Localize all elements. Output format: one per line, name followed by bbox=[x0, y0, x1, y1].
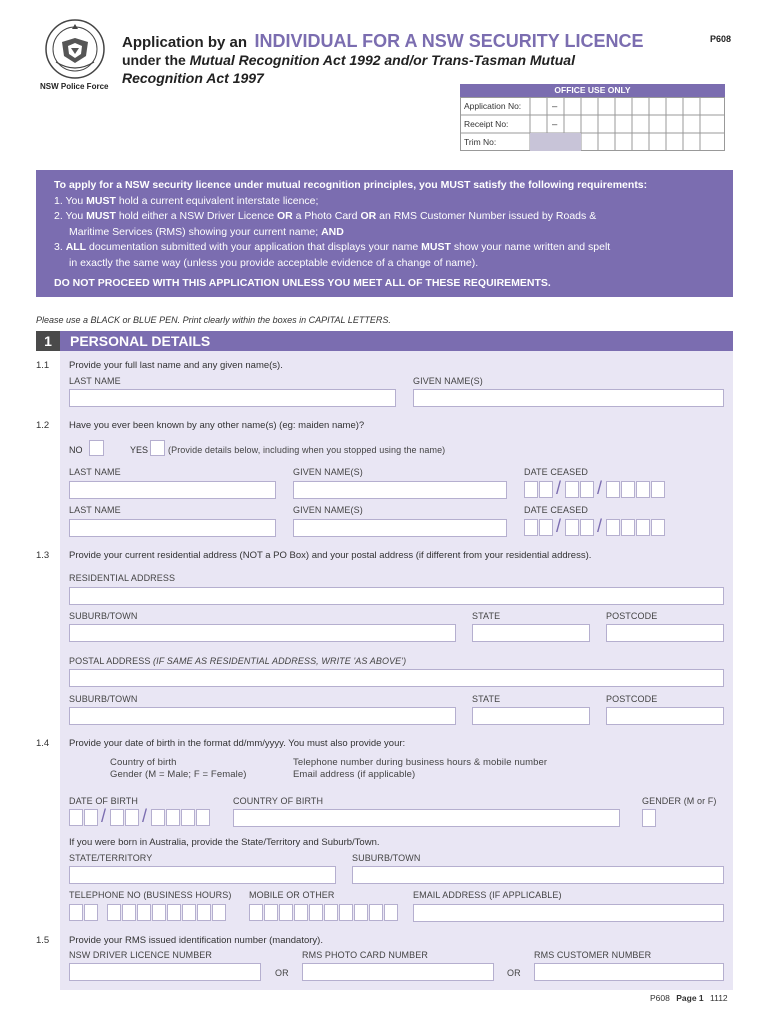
req2-e: a Photo Card bbox=[295, 210, 358, 222]
req2-f: OR bbox=[360, 210, 377, 222]
section-number: 1 bbox=[36, 331, 60, 351]
gender-input[interactable] bbox=[642, 809, 656, 827]
q1-4-list-a1: Country of birth bbox=[110, 757, 177, 768]
postal-postcode-input[interactable] bbox=[606, 707, 724, 725]
q1-1-number: 1.1 bbox=[36, 360, 50, 371]
subtitle-b: Mutual Recognition Act 1992 and/or Trans-Tasman Mutual bbox=[189, 52, 575, 68]
q1-5-question: Provide your RMS issued identification number (mandatory). bbox=[69, 935, 323, 946]
country-of-birth-label: COUNTRY OF BIRTH bbox=[233, 796, 324, 806]
q1-1-last-name-label: LAST NAME bbox=[69, 376, 121, 386]
q1-4-list-b1: Telephone number during business hours & mobile number bbox=[293, 757, 548, 768]
req3-a: ALL bbox=[65, 241, 87, 253]
last-name-input[interactable] bbox=[69, 389, 396, 407]
email-input[interactable] bbox=[413, 904, 724, 922]
postal-suburb-label: SUBURB/TOWN bbox=[69, 694, 138, 704]
q1-1-given-names-label: GIVEN NAME(S) bbox=[413, 376, 483, 386]
residential-address-input[interactable] bbox=[69, 587, 724, 605]
q1-4-question: Provide your date of birth in the format dd/mm/yyyy. You must also provide your: bbox=[69, 738, 406, 749]
q1-2-yes-note: (Provide details below, including when you stopped using the name) bbox=[168, 445, 446, 455]
postal-postcode-label: POSTCODE bbox=[606, 694, 658, 704]
req1-a: You bbox=[65, 194, 84, 207]
q1-2-no-checkbox[interactable] bbox=[89, 440, 104, 456]
title-main: INDIVIDUAL FOR A NSW SECURITY LICENCE bbox=[254, 31, 644, 51]
res-state-input[interactable] bbox=[472, 624, 590, 642]
res-postcode-input[interactable] bbox=[606, 624, 724, 642]
requirement-2-cont bbox=[54, 225, 719, 241]
q1-2-yes-label: YES bbox=[130, 445, 149, 455]
q1-4-list-b2: Email address (if applicable) bbox=[293, 769, 416, 780]
res-suburb-input[interactable] bbox=[69, 624, 456, 642]
req3-b: documentation submitted with your application that displays your name bbox=[89, 241, 419, 253]
req2-num: 2. bbox=[54, 210, 63, 222]
req2-a: You bbox=[65, 210, 84, 222]
requirements-panel bbox=[36, 170, 733, 297]
country-of-birth-input[interactable] bbox=[233, 809, 620, 827]
postal-address-input[interactable] bbox=[69, 669, 724, 687]
res-state-label: STATE bbox=[472, 611, 501, 621]
q1-3-question: Provide your current residential address (NOT a PO Box) and your postal address (if different from your residential address). bbox=[69, 550, 592, 561]
date-slash: / bbox=[556, 478, 562, 498]
req2-b: MUST bbox=[86, 210, 116, 222]
office-row-trim: Trim No: bbox=[464, 137, 497, 147]
born-australia-note: If you were born in Australia, provide the State/Territory and Suburb/Town. bbox=[69, 837, 380, 848]
req2-line2-b: AND bbox=[321, 225, 344, 238]
footer-page: Page 1 bbox=[676, 993, 704, 1003]
q1-1-question: Provide your full last name and any given name(s). bbox=[69, 360, 283, 371]
police-crest-icon bbox=[44, 18, 106, 80]
office-dash-1: – bbox=[552, 101, 558, 112]
title-prefix: Application by an bbox=[122, 34, 248, 51]
footer-code: P608 bbox=[650, 993, 670, 1003]
q1-2-question: Have you ever been known by any other name(s) (eg: maiden name)? bbox=[69, 420, 365, 431]
q1-2-number: 1.2 bbox=[36, 420, 50, 431]
alias2-last-name-label: LAST NAME bbox=[69, 505, 121, 515]
req2-c: hold either a NSW Driver Licence bbox=[118, 210, 275, 222]
customer-number-input[interactable] bbox=[534, 963, 724, 981]
postal-address-label bbox=[69, 656, 406, 666]
photo-card-label: RMS PHOTO CARD NUMBER bbox=[302, 950, 428, 960]
q1-2-no-label: NO bbox=[69, 445, 83, 455]
requirements-intro: To apply for a NSW security licence under mutual recognition principles, you MUST satisfy the following requirements: bbox=[54, 179, 648, 191]
requirement-3-cont: in exactly the same way (unless you provide acceptable evidence of a change of name). bbox=[69, 256, 479, 269]
date-slash: / bbox=[597, 516, 603, 536]
req2-line2-a: Maritime Services (RMS) showing your current name; bbox=[69, 225, 319, 238]
alias2-given-names-label: GIVEN NAME(S) bbox=[293, 505, 363, 515]
req3-num: 3. bbox=[54, 241, 63, 253]
requirement-2 bbox=[54, 209, 719, 225]
email-label: EMAIL ADDRESS (IF APPLICABLE) bbox=[413, 890, 562, 900]
form-code: P608 bbox=[710, 34, 732, 44]
postal-state-input[interactable] bbox=[472, 707, 590, 725]
mobile-label: MOBILE OR OTHER bbox=[249, 890, 335, 900]
tel-business-label: TELEPHONE NO (BUSINESS HOURS) bbox=[69, 890, 232, 900]
gender-label: GENDER (M or F) bbox=[642, 796, 717, 806]
state-territory-label: STATE/TERRITORY bbox=[69, 853, 153, 863]
subtitle-c: Recognition Act 1997 bbox=[122, 70, 264, 86]
alias1-given-names-input[interactable] bbox=[293, 481, 507, 499]
postal-state-label: STATE bbox=[472, 694, 501, 704]
alias1-last-name-label: LAST NAME bbox=[69, 467, 121, 477]
birth-suburb-input[interactable] bbox=[352, 866, 724, 884]
or-label-1: OR bbox=[275, 968, 289, 978]
police-logo bbox=[44, 18, 106, 80]
form-title bbox=[122, 31, 644, 52]
given-names-input[interactable] bbox=[413, 389, 724, 407]
driver-licence-input[interactable] bbox=[69, 963, 261, 981]
dob-label: DATE OF BIRTH bbox=[69, 796, 138, 806]
alias1-given-names-label: GIVEN NAME(S) bbox=[293, 467, 363, 477]
postal-label-note: (IF SAME AS RESIDENTIAL ADDRESS, WRITE 'AS ABOVE') bbox=[153, 656, 407, 666]
office-row-application: Application No: bbox=[464, 101, 522, 111]
postal-suburb-input[interactable] bbox=[69, 707, 456, 725]
res-postcode-label: POSTCODE bbox=[606, 611, 658, 621]
photo-card-input[interactable] bbox=[302, 963, 494, 981]
q1-3-number: 1.3 bbox=[36, 550, 50, 561]
alias2-last-name-input[interactable] bbox=[69, 519, 276, 537]
birth-suburb-label: SUBURB/TOWN bbox=[352, 853, 421, 863]
postal-label-main: POSTAL ADDRESS bbox=[69, 656, 151, 666]
section-title: PERSONAL DETAILS bbox=[60, 331, 733, 351]
req2-d: OR bbox=[276, 210, 293, 222]
alias2-date-ceased-label: DATE CEASED bbox=[524, 505, 588, 515]
alias1-date-ceased-label: DATE CEASED bbox=[524, 467, 588, 477]
q1-4-number: 1.4 bbox=[36, 738, 50, 749]
date-slash: / bbox=[556, 516, 562, 536]
requirement-3 bbox=[54, 240, 719, 256]
req1-b: MUST bbox=[86, 194, 116, 207]
or-label-2: OR bbox=[507, 968, 521, 978]
req3-d: show your name written and spelt bbox=[453, 241, 611, 253]
q1-4-list-a2: Gender (M = Male; F = Female) bbox=[110, 769, 247, 780]
req3-c: MUST bbox=[421, 241, 451, 253]
requirements-warning: DO NOT PROCEED WITH THIS APPLICATION UNLESS YOU MEET ALL OF THESE REQUIREMENTS. bbox=[54, 277, 551, 289]
date-slash: / bbox=[101, 806, 107, 826]
q1-5-number: 1.5 bbox=[36, 935, 50, 946]
pen-instruction: Please use a BLACK or BLUE PEN. Print clearly within the boxes in CAPITAL LETTERS. bbox=[36, 315, 391, 325]
office-row-receipt: Receipt No: bbox=[464, 119, 509, 129]
date-slash: / bbox=[597, 478, 603, 498]
subtitle-a: under the bbox=[122, 52, 186, 68]
requirement-1 bbox=[54, 194, 719, 210]
residential-address-label: RESIDENTIAL ADDRESS bbox=[69, 573, 176, 583]
alias2-given-names-input[interactable] bbox=[293, 519, 507, 537]
page-footer bbox=[650, 993, 728, 1003]
req1-c: hold a current equivalent interstate licence; bbox=[118, 194, 319, 207]
q1-2-yes-checkbox[interactable] bbox=[150, 440, 165, 456]
date-slash: / bbox=[142, 806, 148, 826]
office-dash-2: – bbox=[552, 119, 558, 130]
footer-version: 1112 bbox=[710, 993, 728, 1003]
driver-licence-label: NSW DRIVER LICENCE NUMBER bbox=[69, 950, 213, 960]
state-territory-input[interactable] bbox=[69, 866, 336, 884]
res-suburb-label: SUBURB/TOWN bbox=[69, 611, 138, 621]
office-use-header: OFFICE USE ONLY bbox=[460, 84, 725, 97]
alias1-last-name-input[interactable] bbox=[69, 481, 276, 499]
req2-g: an RMS Customer Number issued by Roads & bbox=[379, 210, 597, 222]
req1-num: 1. bbox=[54, 194, 63, 207]
customer-number-label: RMS CUSTOMER NUMBER bbox=[534, 950, 652, 960]
form-subtitle bbox=[122, 52, 575, 68]
agency-name: NSW Police Force bbox=[40, 82, 109, 91]
